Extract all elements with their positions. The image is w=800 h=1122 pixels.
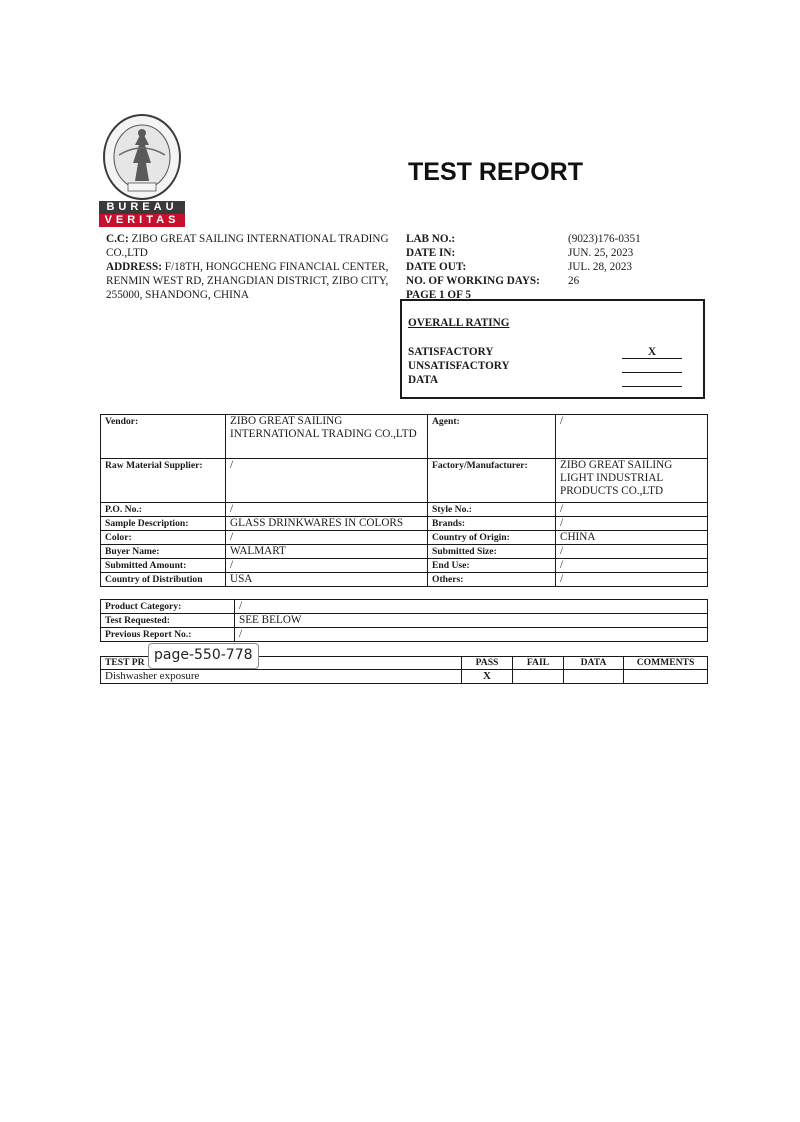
style-value: /	[556, 503, 708, 517]
table-row	[101, 573, 708, 587]
header-test: TEST PR	[101, 657, 462, 670]
table-row	[101, 670, 708, 684]
report-title: TEST REPORT	[408, 158, 584, 186]
lab-row	[406, 274, 706, 288]
unsatisfactory-label: UNSATISFACTORY	[408, 360, 510, 372]
working-days-label: NO. OF WORKING DAYS:	[406, 275, 540, 287]
submitted-size-label: Submitted Size:	[428, 545, 556, 559]
table-row	[101, 559, 708, 573]
table-row	[101, 415, 708, 459]
raw-material-label: Raw Material Supplier:	[101, 459, 226, 503]
buyer-name-label: Buyer Name:	[101, 545, 226, 559]
product-category-label: Product Category:	[101, 600, 235, 614]
overall-rating-box	[400, 299, 705, 399]
origin-value: CHINA	[556, 531, 708, 545]
result-data	[564, 670, 624, 684]
product-category-value: /	[235, 600, 708, 614]
logo-bar-top: BUREAU	[99, 201, 185, 214]
agent-label: Agent:	[428, 415, 556, 459]
sample-description-label: Sample Description:	[101, 517, 226, 531]
seal-icon	[99, 111, 185, 201]
lab-row	[406, 246, 706, 260]
po-value: /	[226, 503, 428, 517]
origin-label: Country of Origin:	[428, 531, 556, 545]
header-comments: COMMENTS	[624, 657, 708, 670]
sample-description-value: GLASS DRINKWARES IN COLORS	[226, 517, 428, 531]
result-comments	[624, 670, 708, 684]
buyer-name-value: WALMART	[226, 545, 428, 559]
address-block	[106, 232, 396, 302]
data-mark	[622, 373, 682, 387]
factory-label: Factory/Manufacturer:	[428, 459, 556, 503]
table-row	[101, 531, 708, 545]
date-in-label: DATE IN:	[406, 247, 456, 259]
data-label: DATA	[408, 374, 439, 386]
color-value: /	[226, 531, 428, 545]
factory-value: ZIBO GREAT SAILING LIGHT INDUSTRIAL PRODUCTS CO.,LTD	[556, 459, 708, 503]
bureau-veritas-logo	[99, 111, 185, 227]
date-in-value: JUN. 25, 2023	[568, 247, 634, 259]
result-test-name: Dishwasher exposure	[101, 670, 462, 684]
header-pass: PASS	[462, 657, 513, 670]
previous-report-value: /	[235, 628, 708, 642]
address-value: F/18TH, HONGCHENG FINANCIAL CENTER, RENMIN WEST RD, ZHANGDIAN DISTRICT, ZIBO CITY, 255000, SHANDONG, CHINA	[106, 261, 389, 301]
vendor-label: Vendor:	[101, 415, 226, 459]
header-fail: FAIL	[513, 657, 564, 670]
table-row	[101, 600, 708, 614]
table-row	[101, 614, 708, 628]
lab-row	[406, 232, 706, 246]
unsatisfactory-mark	[622, 359, 682, 373]
distribution-value: USA	[226, 573, 428, 587]
date-out-label: DATE OUT:	[406, 261, 467, 273]
submitted-size-value: /	[556, 545, 708, 559]
page-count-label: PAGE 1 OF 5	[406, 289, 471, 301]
submitted-amount-value: /	[226, 559, 428, 573]
table-row	[101, 545, 708, 559]
date-out-value: JUL. 28, 2023	[568, 261, 633, 273]
satisfactory-mark: X	[622, 345, 682, 359]
test-category-table	[100, 599, 708, 642]
lab-info	[406, 232, 706, 302]
test-requested-label: Test Requested:	[101, 614, 235, 628]
rating-row-unsatisfactory	[408, 359, 684, 373]
raw-material-value: /	[226, 459, 428, 503]
others-value: /	[556, 573, 708, 587]
po-label: P.O. No.:	[101, 503, 226, 517]
vendor-info-table	[100, 414, 708, 587]
table-row	[101, 503, 708, 517]
brands-label: Brands:	[428, 517, 556, 531]
lab-no-label: LAB NO.:	[406, 233, 456, 245]
distribution-label: Country of Distribution	[101, 573, 226, 587]
result-pass: X	[462, 670, 513, 684]
logo-bar-bottom: VERITAS	[99, 214, 185, 227]
cc-label: C.C:	[106, 233, 129, 245]
table-row	[101, 517, 708, 531]
table-row	[101, 459, 708, 503]
end-use-label: End Use:	[428, 559, 556, 573]
brands-value: /	[556, 517, 708, 531]
rating-row-satisfactory	[408, 345, 684, 359]
others-label: Others:	[428, 573, 556, 587]
working-days-value: 26	[568, 275, 580, 287]
test-requested-value: SEE BELOW	[235, 614, 708, 628]
satisfactory-label: SATISFACTORY	[408, 346, 494, 358]
previous-report-label: Previous Report No.:	[101, 628, 235, 642]
end-use-value: /	[556, 559, 708, 573]
overall-rating-title: OVERALL RATING	[408, 317, 510, 329]
rating-row-data	[408, 373, 684, 387]
color-label: Color:	[101, 531, 226, 545]
page-label-tag: page-550-778	[148, 643, 259, 669]
lab-row	[406, 260, 706, 274]
cc-value: ZIBO GREAT SAILING INTERNATIONAL TRADING CO.,LTD	[106, 233, 389, 259]
style-label: Style No.:	[428, 503, 556, 517]
submitted-amount-label: Submitted Amount:	[101, 559, 226, 573]
header-data: DATA	[564, 657, 624, 670]
vendor-value: ZIBO GREAT SAILING INTERNATIONAL TRADING CO.,LTD	[226, 415, 428, 459]
address-label: ADDRESS:	[106, 261, 162, 273]
result-fail	[513, 670, 564, 684]
table-row	[101, 628, 708, 642]
agent-value: /	[556, 415, 708, 459]
lab-no-value: (9023)176-0351	[568, 233, 641, 245]
